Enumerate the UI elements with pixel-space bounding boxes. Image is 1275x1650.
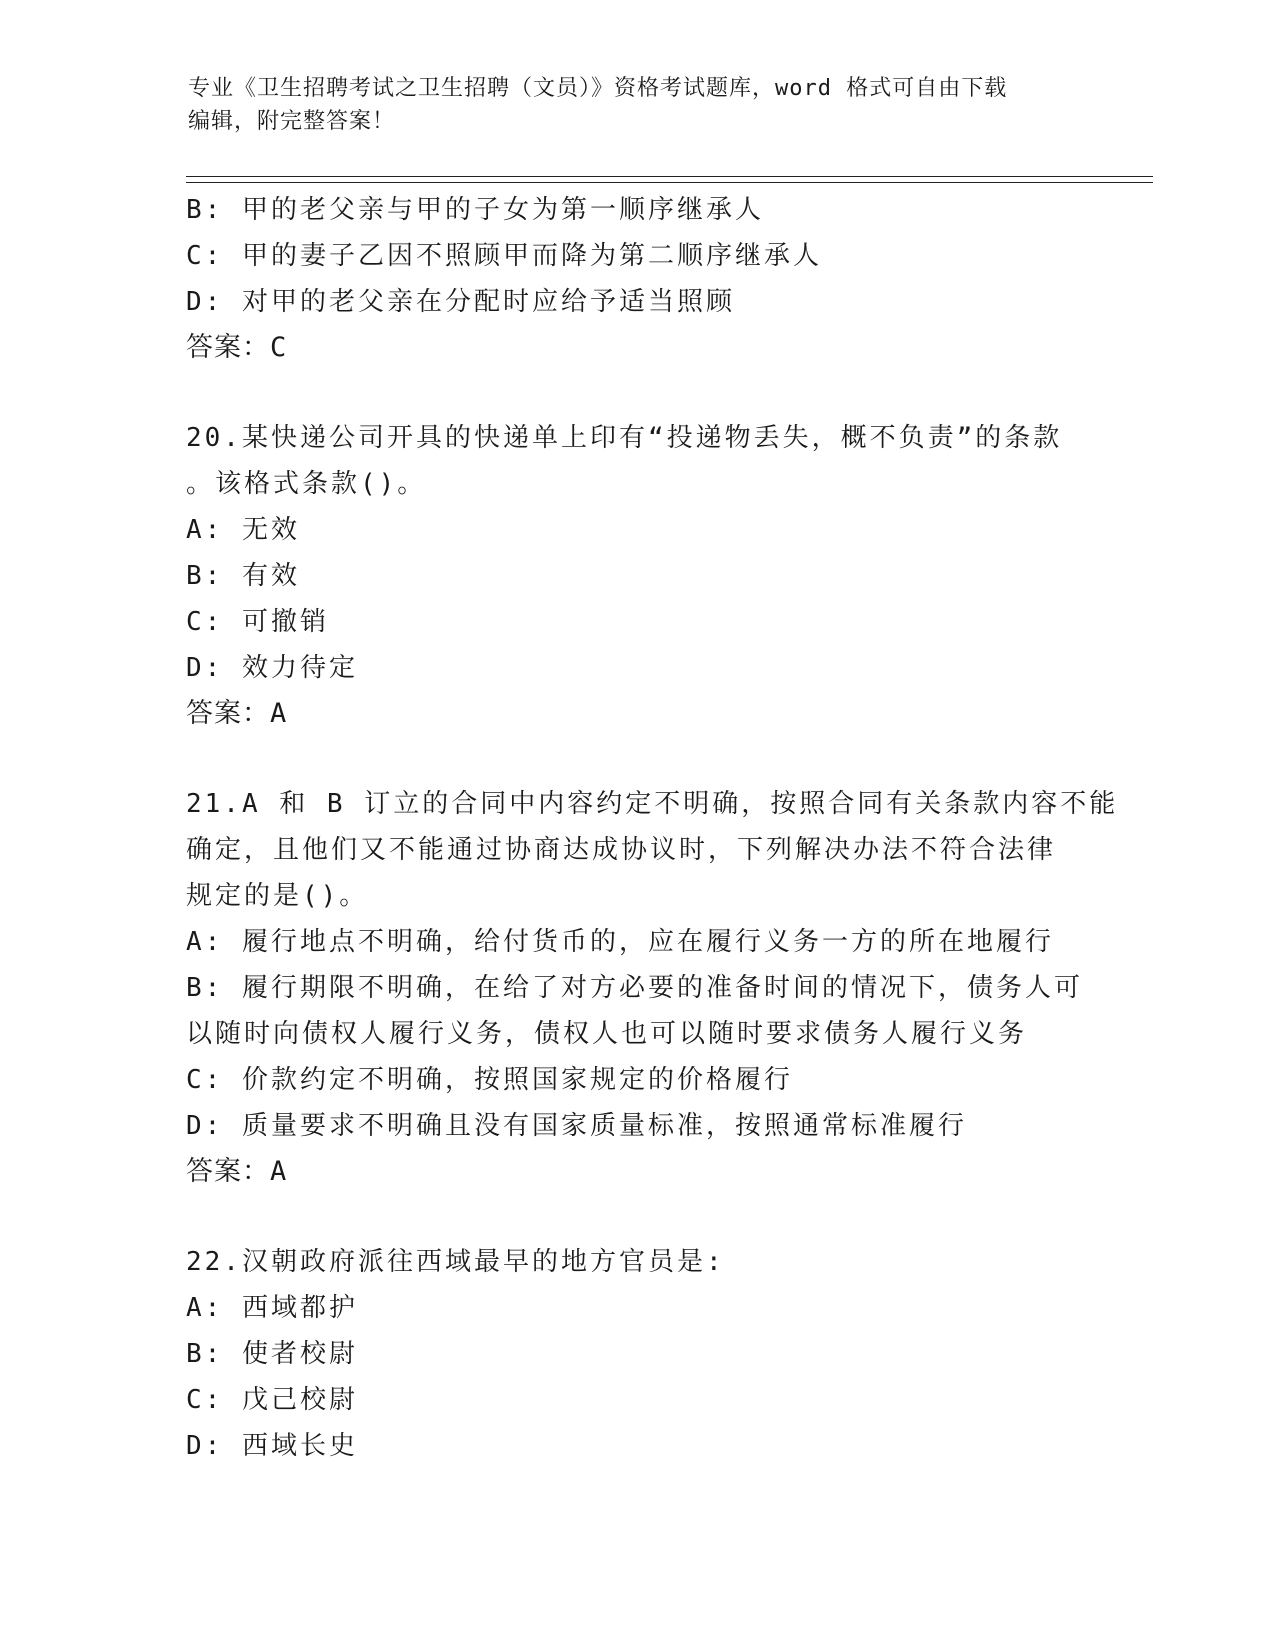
question-stem: 。该格式条款()。 xyxy=(186,469,427,499)
option-d: D: 对甲的老父亲在分配时应给予适当照顾 xyxy=(186,287,735,317)
answer: 答案：C xyxy=(186,332,288,363)
option-b-continued: 以随时向债权人履行义务，债权人也可以随时要求债务人履行义务 xyxy=(186,1019,1028,1049)
option-c: C: 戊己校尉 xyxy=(186,1385,358,1415)
option-b: B: 履行期限不明确，在给了对方必要的准备时间的情况下，债务人可 xyxy=(186,973,1083,1003)
answer: 答案：A xyxy=(186,1156,288,1187)
question-22 xyxy=(186,1239,1086,1469)
option-c: C: 甲的妻子乙因不照顾甲而降为第二顺序继承人 xyxy=(186,241,822,271)
header-divider-bottom xyxy=(186,182,1153,183)
question-stem: 21.A 和 B 订立的合同中内容约定不明确，按照合同有关条款内容不能 xyxy=(186,789,1119,819)
option-c: C: 可撤销 xyxy=(186,607,329,637)
question-stem: 规定的是()。 xyxy=(186,881,369,911)
question-20 xyxy=(186,415,1086,737)
option-d: D: 效力待定 xyxy=(186,653,358,683)
document-header xyxy=(188,72,1088,138)
question-21 xyxy=(186,781,1119,1195)
header-line-1: 专业《卫生招聘考试之卫生招聘（文员）》资格考试题库，word 格式可自由下载 xyxy=(188,76,1008,101)
option-b: B: 有效 xyxy=(186,561,300,591)
question-stem: 确定，且他们又不能通过协商达成协议时，下列解决办法不符合法律 xyxy=(186,835,1057,865)
header-divider-top xyxy=(186,176,1153,177)
question-stem: 22.汉朝政府派往西域最早的地方官员是: xyxy=(186,1247,725,1277)
option-b: B: 甲的老父亲与甲的子女为第一顺序继承人 xyxy=(186,195,764,225)
option-d: D: 西域长史 xyxy=(186,1431,358,1461)
header-line-2: 编辑，附完整答案！ xyxy=(188,109,396,134)
answer: 答案：A xyxy=(186,698,288,729)
option-b: B: 使者校尉 xyxy=(186,1339,358,1369)
question-stem: 20.某快递公司开具的快递单上印有“投递物丢失，概不负责”的条款 xyxy=(186,423,1063,453)
option-d: D: 质量要求不明确且没有国家质量标准，按照通常标准履行 xyxy=(186,1111,967,1141)
question-list xyxy=(186,187,1119,1469)
question-19 xyxy=(186,187,1086,371)
option-a: A: 西域都护 xyxy=(186,1293,358,1323)
option-a: A: 无效 xyxy=(186,515,300,545)
option-c: C: 价款约定不明确，按照国家规定的价格履行 xyxy=(186,1065,793,1095)
option-a: A: 履行地点不明确，给付货币的，应在履行义务一方的所在地履行 xyxy=(186,927,1054,957)
